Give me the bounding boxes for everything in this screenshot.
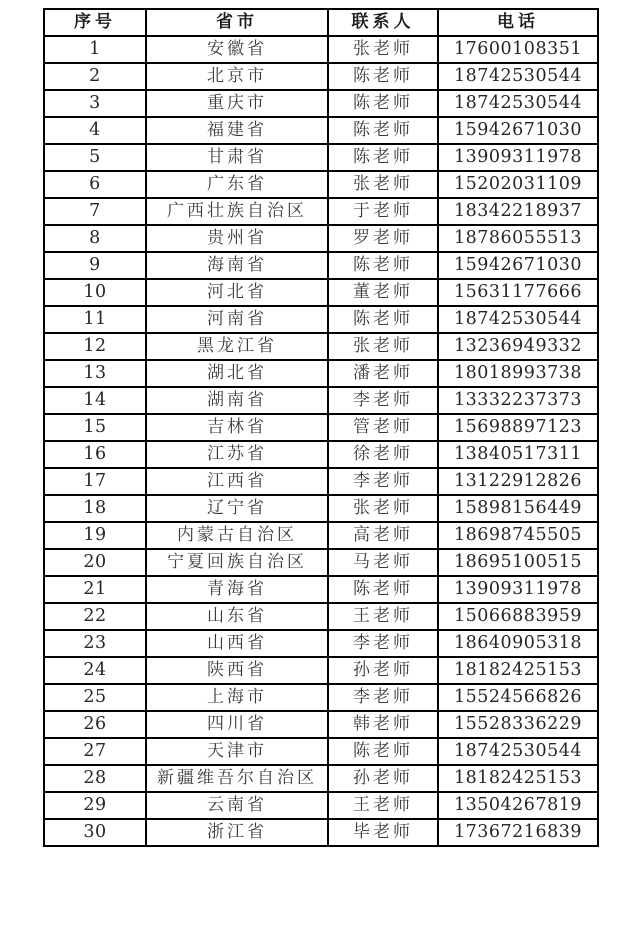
table-row [44, 657, 598, 684]
cell-phone: 17600108351 [438, 36, 598, 63]
cell-province: 贵州省 [146, 225, 328, 252]
cell-province: 广西壮族自治区 [146, 198, 328, 225]
cell-index: 25 [44, 684, 146, 711]
header-contact: 联系人 [328, 9, 438, 36]
cell-province: 陕西省 [146, 657, 328, 684]
cell-phone: 15528336229 [438, 711, 598, 738]
cell-index: 1 [44, 36, 146, 63]
table-row [44, 225, 598, 252]
cell-phone: 13236949332 [438, 333, 598, 360]
cell-index: 28 [44, 765, 146, 792]
table-row [44, 576, 598, 603]
table-row [44, 711, 598, 738]
cell-phone: 18695100515 [438, 549, 598, 576]
table-row [44, 441, 598, 468]
cell-province: 青海省 [146, 576, 328, 603]
cell-contact: 陈老师 [328, 90, 438, 117]
cell-phone: 15631177666 [438, 279, 598, 306]
cell-phone: 18742530544 [438, 63, 598, 90]
cell-phone: 18742530544 [438, 90, 598, 117]
table-row [44, 360, 598, 387]
cell-province: 湖北省 [146, 360, 328, 387]
cell-index: 27 [44, 738, 146, 765]
cell-contact: 张老师 [328, 36, 438, 63]
cell-phone: 13504267819 [438, 792, 598, 819]
cell-province: 甘肃省 [146, 144, 328, 171]
cell-index: 12 [44, 333, 146, 360]
cell-phone: 15524566826 [438, 684, 598, 711]
table-row [44, 684, 598, 711]
cell-contact: 陈老师 [328, 252, 438, 279]
cell-phone: 15202031109 [438, 171, 598, 198]
table-row [44, 36, 598, 63]
cell-index: 18 [44, 495, 146, 522]
cell-province: 广东省 [146, 171, 328, 198]
cell-phone: 18742530544 [438, 306, 598, 333]
cell-province: 天津市 [146, 738, 328, 765]
cell-province: 浙江省 [146, 819, 328, 846]
cell-index: 8 [44, 225, 146, 252]
cell-contact: 王老师 [328, 792, 438, 819]
cell-contact: 毕老师 [328, 819, 438, 846]
cell-contact: 陈老师 [328, 63, 438, 90]
cell-contact: 陈老师 [328, 738, 438, 765]
cell-index: 16 [44, 441, 146, 468]
table-row [44, 144, 598, 171]
cell-index: 3 [44, 90, 146, 117]
cell-contact: 张老师 [328, 171, 438, 198]
cell-phone: 13909311978 [438, 576, 598, 603]
cell-index: 22 [44, 603, 146, 630]
table-row [44, 549, 598, 576]
cell-province: 山东省 [146, 603, 328, 630]
cell-province: 安徽省 [146, 36, 328, 63]
cell-phone: 18786055513 [438, 225, 598, 252]
cell-index: 9 [44, 252, 146, 279]
cell-province: 辽宁省 [146, 495, 328, 522]
cell-province: 四川省 [146, 711, 328, 738]
cell-contact: 李老师 [328, 630, 438, 657]
cell-province: 海南省 [146, 252, 328, 279]
table-row [44, 522, 598, 549]
cell-contact: 罗老师 [328, 225, 438, 252]
cell-index: 17 [44, 468, 146, 495]
cell-contact: 张老师 [328, 495, 438, 522]
cell-contact: 董老师 [328, 279, 438, 306]
cell-phone: 13332237373 [438, 387, 598, 414]
cell-index: 6 [44, 171, 146, 198]
cell-index: 19 [44, 522, 146, 549]
cell-index: 20 [44, 549, 146, 576]
cell-province: 湖南省 [146, 387, 328, 414]
cell-province: 黑龙江省 [146, 333, 328, 360]
header-province: 省市 [146, 9, 328, 36]
cell-phone: 13840517311 [438, 441, 598, 468]
cell-province: 福建省 [146, 117, 328, 144]
cell-contact: 于老师 [328, 198, 438, 225]
cell-index: 11 [44, 306, 146, 333]
cell-contact: 管老师 [328, 414, 438, 441]
cell-province: 江苏省 [146, 441, 328, 468]
cell-contact: 陈老师 [328, 576, 438, 603]
cell-index: 4 [44, 117, 146, 144]
table-row [44, 306, 598, 333]
cell-phone: 15066883959 [438, 603, 598, 630]
cell-province: 山西省 [146, 630, 328, 657]
cell-phone: 18018993738 [438, 360, 598, 387]
table-row [44, 819, 598, 846]
cell-phone: 18342218937 [438, 198, 598, 225]
cell-province: 吉林省 [146, 414, 328, 441]
cell-province: 云南省 [146, 792, 328, 819]
cell-index: 24 [44, 657, 146, 684]
cell-contact: 李老师 [328, 684, 438, 711]
cell-index: 10 [44, 279, 146, 306]
table-row [44, 468, 598, 495]
cell-phone: 15898156449 [438, 495, 598, 522]
cell-index: 30 [44, 819, 146, 846]
table-row [44, 387, 598, 414]
cell-phone: 18182425153 [438, 657, 598, 684]
table-row [44, 765, 598, 792]
cell-contact: 孙老师 [328, 657, 438, 684]
contact-table [43, 8, 599, 847]
cell-province: 内蒙古自治区 [146, 522, 328, 549]
cell-province: 宁夏回族自治区 [146, 549, 328, 576]
cell-phone: 18698745505 [438, 522, 598, 549]
cell-contact: 李老师 [328, 387, 438, 414]
cell-index: 7 [44, 198, 146, 225]
cell-phone: 18742530544 [438, 738, 598, 765]
table-row [44, 252, 598, 279]
table-header-row [44, 9, 598, 36]
cell-province: 北京市 [146, 63, 328, 90]
cell-phone: 15942671030 [438, 252, 598, 279]
table-row [44, 495, 598, 522]
table-row [44, 198, 598, 225]
cell-index: 13 [44, 360, 146, 387]
table-row [44, 117, 598, 144]
cell-province: 上海市 [146, 684, 328, 711]
cell-index: 26 [44, 711, 146, 738]
cell-province: 河北省 [146, 279, 328, 306]
header-phone: 电话 [438, 9, 598, 36]
cell-phone: 18182425153 [438, 765, 598, 792]
cell-province: 重庆市 [146, 90, 328, 117]
cell-phone: 18640905318 [438, 630, 598, 657]
cell-index: 5 [44, 144, 146, 171]
header-index: 序号 [44, 9, 146, 36]
cell-contact: 韩老师 [328, 711, 438, 738]
cell-contact: 马老师 [328, 549, 438, 576]
cell-index: 21 [44, 576, 146, 603]
cell-phone: 13122912826 [438, 468, 598, 495]
cell-index: 14 [44, 387, 146, 414]
cell-phone: 13909311978 [438, 144, 598, 171]
table-row [44, 630, 598, 657]
cell-contact: 陈老师 [328, 306, 438, 333]
cell-contact: 孙老师 [328, 765, 438, 792]
table-row [44, 279, 598, 306]
cell-contact: 王老师 [328, 603, 438, 630]
cell-index: 23 [44, 630, 146, 657]
table-row [44, 63, 598, 90]
cell-index: 29 [44, 792, 146, 819]
cell-contact: 徐老师 [328, 441, 438, 468]
table-row [44, 414, 598, 441]
cell-contact: 张老师 [328, 333, 438, 360]
table-row [44, 171, 598, 198]
cell-contact: 陈老师 [328, 117, 438, 144]
cell-province: 新疆维吾尔自治区 [146, 765, 328, 792]
cell-index: 2 [44, 63, 146, 90]
table-row [44, 603, 598, 630]
cell-province: 江西省 [146, 468, 328, 495]
table-row [44, 792, 598, 819]
cell-phone: 15698897123 [438, 414, 598, 441]
cell-contact: 潘老师 [328, 360, 438, 387]
cell-contact: 李老师 [328, 468, 438, 495]
table-row [44, 90, 598, 117]
table-row [44, 333, 598, 360]
cell-phone: 17367216839 [438, 819, 598, 846]
table-row [44, 738, 598, 765]
cell-phone: 15942671030 [438, 117, 598, 144]
cell-contact: 陈老师 [328, 144, 438, 171]
cell-province: 河南省 [146, 306, 328, 333]
cell-contact: 高老师 [328, 522, 438, 549]
cell-index: 15 [44, 414, 146, 441]
